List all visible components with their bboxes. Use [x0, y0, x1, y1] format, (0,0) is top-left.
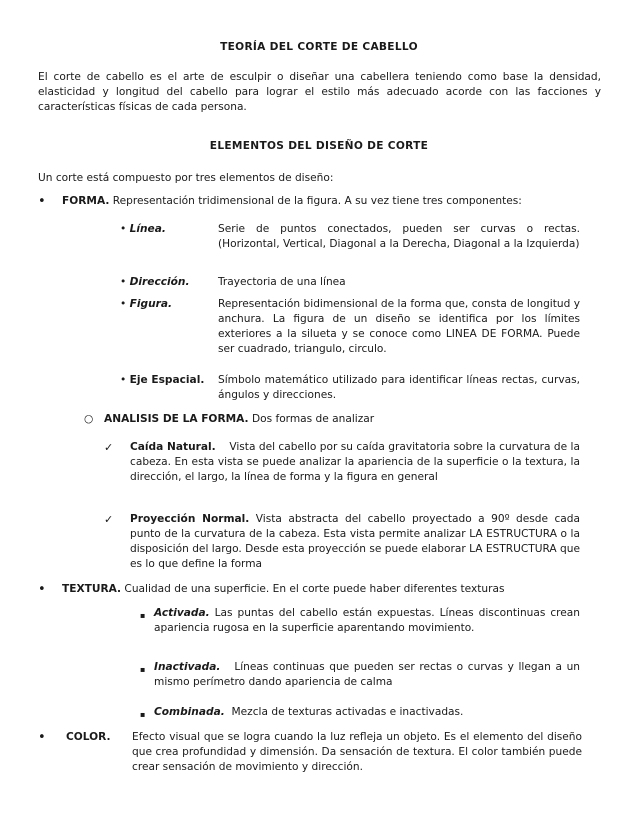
- analisis-label: ANALISIS DE LA FORMA.: [104, 413, 249, 425]
- document-title: TEORÍA DEL CORTE DE CABELLO: [220, 41, 418, 53]
- square-bullet-icon: ▪: [140, 710, 146, 719]
- lead-text: Un corte está compuesto por tres elementos de diseño:: [38, 172, 334, 184]
- list-item-desc: Representación bidimensional de la forma que, consta de longitud y anchura. La figura de un diseño se identifica por los límites exteriores a la silueta y se conoce como LINEA DE FORMA. Puede ser cuadrado, triangulo, circulo.: [218, 298, 580, 355]
- textura-item: Activada. Las puntas del cabello están expuestas. Líneas discontinuas crean apariencia rugosa en la superficie aparentando movimiento.: [154, 607, 580, 634]
- list-item-term: • Dirección.: [120, 276, 190, 288]
- forma-line: [62, 194, 602, 209]
- section-subtitle: ELEMENTOS DEL DISEÑO DE CORTE: [209, 140, 429, 152]
- bullet-icon: •: [38, 194, 46, 209]
- textura-line: [62, 582, 602, 597]
- small-bullet-icon: •: [120, 223, 130, 235]
- square-bullet-icon: ▪: [140, 611, 146, 620]
- analisis-line: [104, 412, 594, 427]
- list-item-term: • Figura.: [120, 298, 173, 310]
- analisis-text: Dos formas de analizar: [251, 413, 375, 425]
- textura-label: TEXTURA.: [62, 583, 122, 595]
- checkmark-icon: ✓: [104, 513, 114, 526]
- circle-bullet-icon: ○: [84, 413, 94, 425]
- list-item-desc: Símbolo matemático utilizado para identificar líneas rectas, curvas, ángulos y direcciones.: [218, 374, 580, 401]
- bullet-icon: •: [38, 730, 46, 745]
- bullet-icon: •: [38, 582, 46, 597]
- square-bullet-icon: ▪: [140, 665, 146, 674]
- textura-item: Combinada. Mezcla de texturas activadas e inactivadas.: [154, 706, 464, 718]
- intro-paragraph: El corte de cabello es el arte de esculpir o diseñar una cabellera teniendo como base la densidad, elasticidad y longitud del cabello para lograr el estilo más adecuado acorde con las facciones y características físicas de cada persona.: [38, 71, 601, 113]
- list-item-desc: Trayectoria de una línea: [218, 276, 346, 288]
- textura-text: Cualidad de una superficie. En el corte puede haber diferentes texturas: [124, 583, 505, 595]
- list-item-term: • Eje Espacial.: [120, 374, 205, 386]
- list-item-term: • Línea.: [120, 223, 166, 235]
- color-label: COLOR.: [66, 731, 111, 743]
- forma-label: FORMA.: [62, 195, 110, 207]
- forma-text: Representación tridimensional de la figura. A su vez tiene tres componentes:: [112, 195, 522, 207]
- color-text: Efecto visual que se logra cuando la luz refleja un objeto. Es el elemento del diseño que crea profundidad y dimensión. Da sensación de textura. El color también puede crear sensación de movimiento y dirección.: [132, 731, 582, 773]
- small-bullet-icon: •: [120, 298, 130, 310]
- small-bullet-icon: •: [120, 374, 130, 386]
- textura-item: Inactivada. Líneas continuas que pueden ser rectas o curvas y llegan a un mismo perímetro dando apariencia de calma: [154, 661, 580, 688]
- analisis-item: Proyección Normal. Vista abstracta del cabello proyectado a 90º desde cada punto de la curvatura de la cabeza. Esta vista permite analizar LA ESTRUCTURA o la disposición del largo. Desde esta proyección se puede elaborar LA ESTRUCTURA que es lo que define la forma: [130, 513, 580, 570]
- checkmark-icon: ✓: [104, 441, 114, 454]
- small-bullet-icon: •: [120, 276, 130, 288]
- analisis-item: Caída Natural. Vista del cabello por su caída gravitatoria sobre la curvatura de la cabeza. En esta vista se puede analizar la apariencia de la superficie o la textura, la dirección, el largo, la línea de forma y la figura en general: [130, 441, 580, 483]
- list-item-desc: Serie de puntos conectados, pueden ser curvas o rectas. (Horizontal, Vertical, Diagonal a la Derecha, Diagonal a la Izquierda): [218, 223, 580, 250]
